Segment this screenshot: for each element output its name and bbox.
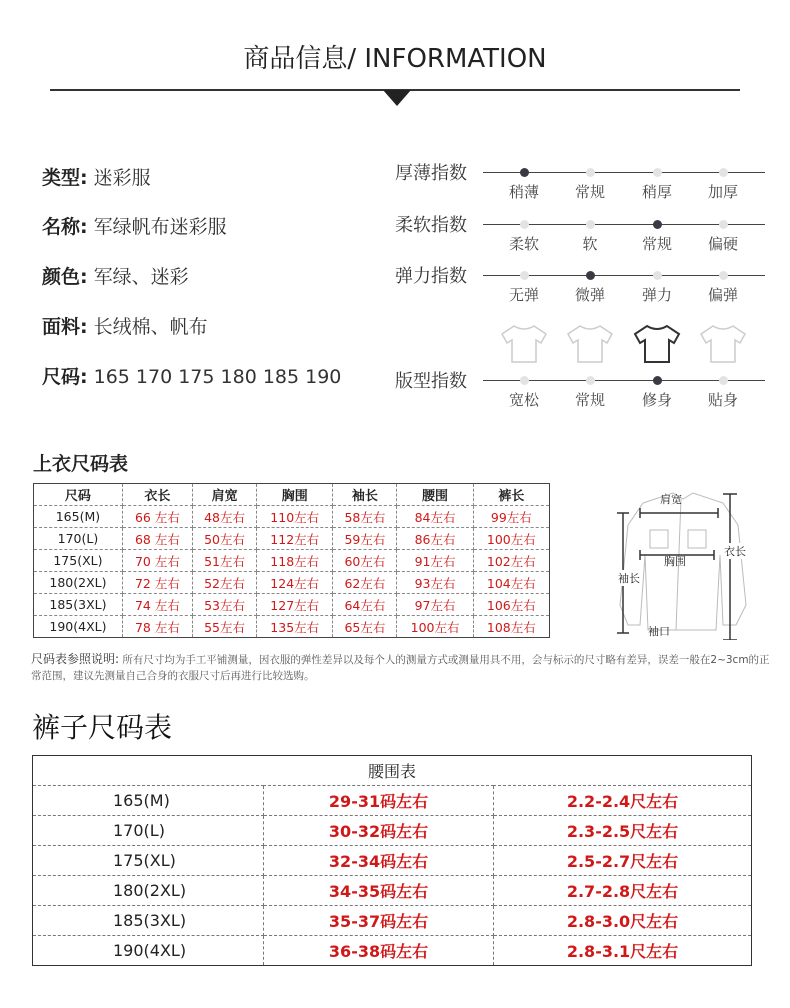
table-cell: 2.2-2.4尺左右 [494, 786, 752, 816]
pants-size-table [32, 755, 752, 966]
table-row [34, 594, 550, 616]
t-shirt-icon [568, 326, 612, 362]
table-cell: 29-31码左右 [264, 786, 494, 816]
index-dot [586, 271, 595, 280]
table-cell: 93左右 [397, 572, 473, 594]
index-dot [653, 376, 662, 385]
table-cell: 84左右 [397, 506, 473, 528]
table-cell: 180(2XL) [34, 572, 123, 594]
table-cell: 62左右 [333, 572, 397, 594]
table-cell: 190(4XL) [33, 936, 264, 966]
table-cell: 66 左右 [122, 506, 192, 528]
index-option: 微弹 [574, 286, 605, 304]
table-cell: 86左右 [397, 528, 473, 550]
table-cell: 165(M) [33, 786, 264, 816]
table-cell: 68 左右 [122, 528, 192, 550]
index-dot [586, 168, 595, 177]
table-cell: 74 左右 [122, 594, 192, 616]
table-cell: 35-37码左右 [264, 906, 494, 936]
index-dot [653, 271, 662, 280]
attribute-row [42, 312, 208, 339]
attribute-row [42, 262, 189, 289]
attribute-label: 名称: [42, 216, 88, 238]
attribute-row [42, 163, 151, 190]
table-cell: 185(3XL) [33, 906, 264, 936]
table-cell: 190(4XL) [34, 616, 123, 638]
table-cell: 2.3-2.5尺左右 [494, 816, 752, 846]
t-shirt-icon [635, 326, 679, 362]
table-row [34, 506, 550, 528]
attribute-value: 军绿、迷彩 [93, 266, 189, 288]
table-cell: 65左右 [333, 616, 397, 638]
table-row [33, 846, 752, 876]
index-option: 偏硬 [707, 235, 738, 253]
table-cell: 51左右 [193, 550, 257, 572]
size-note-text: 所有尺寸均为手工平铺测量，因衣服的弹性差异以及每个人的测量方式或测量用具不用，会与标示的尺寸略有差异，误差一般在2~3cm的正常范围，建议先测量自己合身的衣服尺寸后再进行比较选购。 [31, 654, 770, 682]
table-cell: 170(L) [34, 528, 123, 550]
column-header: 衣长 [122, 484, 192, 506]
table-cell: 100左右 [473, 528, 549, 550]
table-row [33, 936, 752, 966]
triangle-down-icon [383, 90, 411, 106]
table-row [33, 816, 752, 846]
top-size-table-title: 上衣尺码表 [33, 453, 129, 475]
index-dot [520, 376, 529, 385]
index-option: 稍厚 [641, 183, 672, 201]
table-cell: 97左右 [397, 594, 473, 616]
index-dot [520, 168, 529, 177]
attribute-label: 面料: [42, 316, 88, 338]
table-cell: 52左右 [193, 572, 257, 594]
table-cell: 175(XL) [33, 846, 264, 876]
table-cell: 112左右 [257, 528, 333, 550]
pants-size-table-title: 裤子尺码表 [32, 711, 173, 744]
index-dot [719, 376, 728, 385]
table-cell: 135左右 [257, 616, 333, 638]
table-cell: 175(XL) [34, 550, 123, 572]
t-shirt-icon [502, 326, 546, 362]
fit-shirt-icons [495, 322, 755, 366]
sleeve-label: 袖长 [618, 572, 640, 585]
table-cell: 48左右 [193, 506, 257, 528]
table-cell: 32-34码左右 [264, 846, 494, 876]
index-option: 软 [582, 235, 598, 253]
table-header-row [34, 484, 550, 506]
table-cell: 165(M) [34, 506, 123, 528]
table-cell: 170(L) [33, 816, 264, 846]
index-option: 加厚 [707, 183, 738, 201]
index-dot [719, 220, 728, 229]
index-label: 版型指数 [395, 371, 467, 392]
t-shirt-icon [701, 326, 745, 362]
cuff-label: 袖口 [648, 625, 670, 638]
index-dot [520, 220, 529, 229]
attribute-label: 类型: [42, 167, 88, 189]
index-dot [653, 168, 662, 177]
table-cell: 124左右 [257, 572, 333, 594]
table-cell: 78 左右 [122, 616, 192, 638]
table-cell: 104左右 [473, 572, 549, 594]
attribute-row [42, 212, 227, 239]
attribute-label: 颜色: [42, 266, 88, 288]
index-option: 宽松 [508, 391, 539, 409]
table-cell: 2.5-2.7尺左右 [494, 846, 752, 876]
table-cell: 50左右 [193, 528, 257, 550]
table-cell: 60左右 [333, 550, 397, 572]
index-dot [719, 168, 728, 177]
top-size-table [33, 483, 550, 638]
table-cell: 127左右 [257, 594, 333, 616]
table-cell: 53左右 [193, 594, 257, 616]
attribute-value: 长绒棉、帆布 [93, 316, 208, 338]
column-header: 尺码 [34, 484, 123, 506]
shoulder-label: 肩宽 [660, 493, 682, 506]
table-row [33, 876, 752, 906]
index-dot [719, 271, 728, 280]
table-row [34, 572, 550, 594]
index-label: 柔软指数 [395, 215, 467, 236]
shirt-measurement-diagram [598, 485, 768, 640]
table-cell: 100左右 [397, 616, 473, 638]
index-dot [520, 271, 529, 280]
table-cell: 108左右 [473, 616, 549, 638]
table-cell: 72 左右 [122, 572, 192, 594]
table-row [34, 528, 550, 550]
attribute-label: 尺码: [42, 366, 88, 388]
index-option: 柔软 [508, 235, 539, 253]
length-label: 衣长 [724, 545, 746, 558]
index-option: 无弹 [508, 286, 539, 304]
pants-table-header: 腰围表 [33, 756, 752, 786]
table-row [34, 550, 550, 572]
size-note [31, 651, 771, 684]
table-cell: 58左右 [333, 506, 397, 528]
column-header: 裤长 [473, 484, 549, 506]
attribute-value: 165 170 175 180 185 190 [93, 366, 342, 388]
index-option: 稍薄 [508, 183, 539, 201]
index-label: 弹力指数 [395, 266, 467, 287]
table-cell: 70 左右 [122, 550, 192, 572]
index-option: 常规 [574, 391, 605, 409]
index-option: 常规 [574, 183, 605, 201]
table-cell: 55左右 [193, 616, 257, 638]
attribute-row [42, 362, 341, 389]
index-dot [653, 220, 662, 229]
table-cell: 2.8-3.1尺左右 [494, 936, 752, 966]
table-cell: 102左右 [473, 550, 549, 572]
index-option: 偏弹 [707, 286, 738, 304]
column-header: 肩宽 [193, 484, 257, 506]
size-note-label: 尺码表参照说明: [31, 652, 120, 666]
section-title: 商品信息/ INFORMATION [243, 44, 547, 74]
index-label: 厚薄指数 [395, 163, 467, 184]
table-cell: 118左右 [257, 550, 333, 572]
column-header: 腰围 [397, 484, 473, 506]
index-dot [586, 376, 595, 385]
table-cell: 2.7-2.8尺左右 [494, 876, 752, 906]
column-header: 胸围 [257, 484, 333, 506]
index-option: 修身 [641, 391, 672, 409]
table-cell: 99左右 [473, 506, 549, 528]
table-cell: 91左右 [397, 550, 473, 572]
index-option: 弹力 [641, 286, 672, 304]
table-cell: 185(3XL) [34, 594, 123, 616]
table-cell: 36-38码左右 [264, 936, 494, 966]
table-cell: 30-32码左右 [264, 816, 494, 846]
table-cell: 34-35码左右 [264, 876, 494, 906]
table-cell: 180(2XL) [33, 876, 264, 906]
index-dot [586, 220, 595, 229]
attribute-value: 军绿帆布迷彩服 [93, 216, 227, 238]
column-header: 袖长 [333, 484, 397, 506]
table-row [33, 786, 752, 816]
table-cell: 64左右 [333, 594, 397, 616]
table-cell: 59左右 [333, 528, 397, 550]
chest-label: 胸围 [664, 555, 686, 568]
index-option: 贴身 [707, 391, 738, 409]
index-option: 常规 [641, 235, 672, 253]
table-cell: 110左右 [257, 506, 333, 528]
table-row [33, 906, 752, 936]
attribute-value: 迷彩服 [93, 167, 151, 189]
table-cell: 106左右 [473, 594, 549, 616]
table-row [34, 616, 550, 638]
table-cell: 2.8-3.0尺左右 [494, 906, 752, 936]
